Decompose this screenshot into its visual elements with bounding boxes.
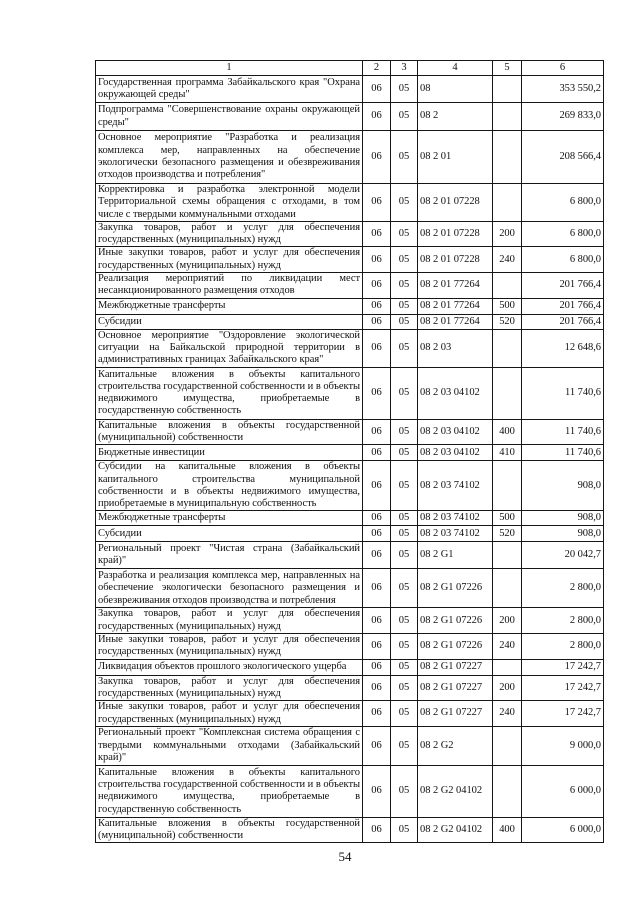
row-name: Государственная программа Забайкальского края "Охрана окружающей среды" — [96, 76, 363, 103]
section-code: 06 — [363, 765, 391, 817]
amount: 201 766,4 — [522, 273, 604, 299]
expense-type-code — [493, 103, 522, 131]
section-code: 06 — [363, 542, 391, 569]
amount: 2 800,0 — [522, 634, 604, 660]
table-row — [96, 608, 604, 634]
table-row — [96, 542, 604, 569]
target-article-code: 08 2 03 04102 — [418, 419, 493, 445]
row-name: Региональный проект "Комплексная система обращения с твердыми коммунальными отходами (Забайкальский край)" — [96, 726, 363, 765]
budget-table — [95, 60, 604, 843]
subsection-code: 05 — [391, 817, 418, 843]
table-row — [96, 419, 604, 445]
amount: 908,0 — [522, 526, 604, 542]
table-row — [96, 526, 604, 542]
expense-type-code: 410 — [493, 445, 522, 461]
section-code: 06 — [363, 461, 391, 511]
budget-table-body — [96, 61, 604, 843]
amount: 2 800,0 — [522, 569, 604, 608]
table-row — [96, 701, 604, 727]
subsection-code: 05 — [391, 247, 418, 273]
amount: 6 800,0 — [522, 184, 604, 222]
column-number-header: 5 — [493, 61, 522, 76]
section-code: 06 — [363, 247, 391, 273]
table-row — [96, 314, 604, 329]
target-article-code: 08 2 G2 04102 — [418, 817, 493, 843]
subsection-code: 05 — [391, 329, 418, 367]
row-name: Бюджетные инвестиции — [96, 445, 363, 461]
table-row — [96, 76, 604, 103]
subsection-code: 05 — [391, 675, 418, 701]
subsection-code: 05 — [391, 367, 418, 419]
table-row — [96, 367, 604, 419]
subsection-code: 05 — [391, 298, 418, 314]
subsection-code: 05 — [391, 419, 418, 445]
row-name: Иные закупки товаров, работ и услуг для обеспечения государственных (муниципальных) нужд — [96, 634, 363, 660]
subsection-code: 05 — [391, 511, 418, 526]
amount: 11 740,6 — [522, 419, 604, 445]
section-code: 06 — [363, 367, 391, 419]
row-name: Субсидии на капитальные вложения в объекты капитального строительства муниципальной собственности и в объекты недвижимого имущества, приобретаемые в муниципальную собственность — [96, 461, 363, 511]
header-row — [96, 61, 604, 76]
subsection-code: 05 — [391, 569, 418, 608]
amount: 6 800,0 — [522, 247, 604, 273]
section-code: 06 — [363, 298, 391, 314]
section-code: 06 — [363, 419, 391, 445]
subsection-code: 05 — [391, 701, 418, 727]
section-code: 06 — [363, 726, 391, 765]
expense-type-code: 520 — [493, 314, 522, 329]
target-article-code: 08 2 G1 07226 — [418, 569, 493, 608]
section-code: 06 — [363, 634, 391, 660]
amount: 269 833,0 — [522, 103, 604, 131]
row-name: Корректировка и разработка электронной модели Территориальной схемы обращения с отходами, в том числе с твердыми коммунальными отходами — [96, 184, 363, 222]
subsection-code: 05 — [391, 608, 418, 634]
section-code: 06 — [363, 569, 391, 608]
amount: 2 800,0 — [522, 608, 604, 634]
table-row — [96, 329, 604, 367]
target-article-code: 08 2 G1 07227 — [418, 659, 493, 675]
target-article-code: 08 2 G1 07227 — [418, 701, 493, 727]
amount: 6 800,0 — [522, 221, 604, 247]
subsection-code: 05 — [391, 445, 418, 461]
amount: 6 000,0 — [522, 817, 604, 843]
row-name: Разработка и реализация комплекса мер, направленных на обеспечение экологически безопасного размещения и обезвреживания отходов производства и потребления — [96, 569, 363, 608]
expense-type-code: 400 — [493, 817, 522, 843]
section-code: 06 — [363, 701, 391, 727]
target-article-code: 08 2 G2 — [418, 726, 493, 765]
subsection-code: 05 — [391, 634, 418, 660]
table-row — [96, 817, 604, 843]
row-name: Закупка товаров, работ и услуг для обеспечения государственных (муниципальных) нужд — [96, 608, 363, 634]
target-article-code: 08 2 01 07228 — [418, 221, 493, 247]
table-row — [96, 184, 604, 222]
row-name: Иные закупки товаров, работ и услуг для обеспечения государственных (муниципальных) нужд — [96, 701, 363, 727]
section-code: 06 — [363, 526, 391, 542]
target-article-code: 08 2 01 07228 — [418, 184, 493, 222]
amount: 17 242,7 — [522, 701, 604, 727]
section-code: 06 — [363, 608, 391, 634]
row-name: Капитальные вложения в объекты капитального строительства государственной собственности и в объекты недвижимого имущества, приобретаемые в государственную собственность — [96, 367, 363, 419]
row-name: Межбюджетные трансферты — [96, 298, 363, 314]
row-name: Субсидии — [96, 526, 363, 542]
section-code: 06 — [363, 511, 391, 526]
section-code: 06 — [363, 76, 391, 103]
target-article-code: 08 — [418, 76, 493, 103]
row-name: Закупка товаров, работ и услуг для обеспечения государственных (муниципальных) нужд — [96, 675, 363, 701]
amount: 12 648,6 — [522, 329, 604, 367]
row-name: Закупка товаров, работ и услуг для обеспечения государственных (муниципальных) нужд — [96, 221, 363, 247]
table-row — [96, 103, 604, 131]
expense-type-code — [493, 569, 522, 608]
subsection-code: 05 — [391, 659, 418, 675]
row-name: Иные закупки товаров, работ и услуг для обеспечения государственных (муниципальных) нужд — [96, 247, 363, 273]
subsection-code: 05 — [391, 273, 418, 299]
row-name: Субсидии — [96, 314, 363, 329]
expense-type-code — [493, 765, 522, 817]
expense-type-code — [493, 131, 522, 184]
row-name: Реализация мероприятий по ликвидации мест несанкционированного размещения отходов — [96, 273, 363, 299]
target-article-code: 08 2 03 74102 — [418, 526, 493, 542]
amount: 6 000,0 — [522, 765, 604, 817]
section-code: 06 — [363, 103, 391, 131]
row-name: Основное мероприятие "Оздоровление экологической ситуации на Байкальской природной территории в административных границах Забайкальского края" — [96, 329, 363, 367]
subsection-code: 05 — [391, 76, 418, 103]
section-code: 06 — [363, 445, 391, 461]
section-code: 06 — [363, 659, 391, 675]
target-article-code: 08 2 G1 07226 — [418, 608, 493, 634]
section-code: 06 — [363, 184, 391, 222]
target-article-code: 08 2 03 — [418, 329, 493, 367]
target-article-code: 08 2 03 74102 — [418, 511, 493, 526]
row-name: Основное мероприятие "Разработка и реализация комплекса мер, направленных на обеспечение экологически безопасного размещения и обезвреживания отходов производства и потребления" — [96, 131, 363, 184]
section-code: 06 — [363, 273, 391, 299]
amount: 208 566,4 — [522, 131, 604, 184]
table-row — [96, 634, 604, 660]
table-row — [96, 445, 604, 461]
row-name: Ликвидация объектов прошлого экологического ущерба — [96, 659, 363, 675]
table-row — [96, 247, 604, 273]
expense-type-code — [493, 461, 522, 511]
subsection-code: 05 — [391, 461, 418, 511]
expense-type-code — [493, 659, 522, 675]
subsection-code: 05 — [391, 526, 418, 542]
expense-type-code: 240 — [493, 634, 522, 660]
target-article-code: 08 2 01 77264 — [418, 273, 493, 299]
subsection-code: 05 — [391, 103, 418, 131]
target-article-code: 08 2 G1 — [418, 542, 493, 569]
target-article-code: 08 2 01 77264 — [418, 314, 493, 329]
amount: 11 740,6 — [522, 367, 604, 419]
target-article-code: 08 2 01 — [418, 131, 493, 184]
expense-type-code — [493, 273, 522, 299]
column-number-header: 3 — [391, 61, 418, 76]
row-name: Межбюджетные трансферты — [96, 511, 363, 526]
subsection-code: 05 — [391, 765, 418, 817]
row-name: Капитальные вложения в объекты капитального строительства государственной собственности и в объекты недвижимого имущества, приобретаемые в государственную собственность — [96, 765, 363, 817]
target-article-code: 08 2 G1 07226 — [418, 634, 493, 660]
column-number-header: 2 — [363, 61, 391, 76]
table-row — [96, 659, 604, 675]
table-row — [96, 298, 604, 314]
subsection-code: 05 — [391, 726, 418, 765]
expense-type-code — [493, 367, 522, 419]
expense-type-code — [493, 542, 522, 569]
subsection-code: 05 — [391, 221, 418, 247]
row-name: Региональный проект "Чистая страна (Забайкальский край)" — [96, 542, 363, 569]
expense-type-code: 500 — [493, 511, 522, 526]
amount: 908,0 — [522, 511, 604, 526]
expense-type-code — [493, 76, 522, 103]
column-number-header: 4 — [418, 61, 493, 76]
target-article-code: 08 2 03 74102 — [418, 461, 493, 511]
subsection-code: 05 — [391, 184, 418, 222]
column-number-header: 6 — [522, 61, 604, 76]
amount: 353 550,2 — [522, 76, 604, 103]
expense-type-code: 200 — [493, 675, 522, 701]
row-name: Капитальные вложения в объекты государственной (муниципальной) собственности — [96, 419, 363, 445]
section-code: 06 — [363, 131, 391, 184]
table-row — [96, 131, 604, 184]
amount: 20 042,7 — [522, 542, 604, 569]
amount: 17 242,7 — [522, 675, 604, 701]
table-row — [96, 461, 604, 511]
expense-type-code: 400 — [493, 419, 522, 445]
expense-type-code: 520 — [493, 526, 522, 542]
section-code: 06 — [363, 675, 391, 701]
expense-type-code: 500 — [493, 298, 522, 314]
amount: 201 766,4 — [522, 298, 604, 314]
section-code: 06 — [363, 817, 391, 843]
amount: 201 766,4 — [522, 314, 604, 329]
target-article-code: 08 2 — [418, 103, 493, 131]
amount: 17 242,7 — [522, 659, 604, 675]
table-row — [96, 675, 604, 701]
expense-type-code: 200 — [493, 608, 522, 634]
target-article-code: 08 2 01 07228 — [418, 247, 493, 273]
expense-type-code — [493, 726, 522, 765]
expense-type-code — [493, 184, 522, 222]
expense-type-code — [493, 329, 522, 367]
row-name: Капитальные вложения в объекты государственной (муниципальной) собственности — [96, 817, 363, 843]
section-code: 06 — [363, 314, 391, 329]
table-row — [96, 221, 604, 247]
table-row — [96, 569, 604, 608]
subsection-code: 05 — [391, 542, 418, 569]
page-number: 54 — [338, 849, 352, 864]
table-row — [96, 765, 604, 817]
amount: 908,0 — [522, 461, 604, 511]
table-row — [96, 726, 604, 765]
amount: 9 000,0 — [522, 726, 604, 765]
subsection-code: 05 — [391, 314, 418, 329]
target-article-code: 08 2 01 77264 — [418, 298, 493, 314]
row-name: Подпрограмма "Совершенствование охраны окружающей среды" — [96, 103, 363, 131]
section-code: 06 — [363, 221, 391, 247]
table-row — [96, 273, 604, 299]
subsection-code: 05 — [391, 131, 418, 184]
target-article-code: 08 2 G1 07227 — [418, 675, 493, 701]
expense-type-code: 240 — [493, 247, 522, 273]
table-row — [96, 511, 604, 526]
target-article-code: 08 2 G2 04102 — [418, 765, 493, 817]
amount: 11 740,6 — [522, 445, 604, 461]
column-number-header: 1 — [96, 61, 363, 76]
section-code: 06 — [363, 329, 391, 367]
target-article-code: 08 2 03 04102 — [418, 445, 493, 461]
expense-type-code: 240 — [493, 701, 522, 727]
target-article-code: 08 2 03 04102 — [418, 367, 493, 419]
expense-type-code: 200 — [493, 221, 522, 247]
